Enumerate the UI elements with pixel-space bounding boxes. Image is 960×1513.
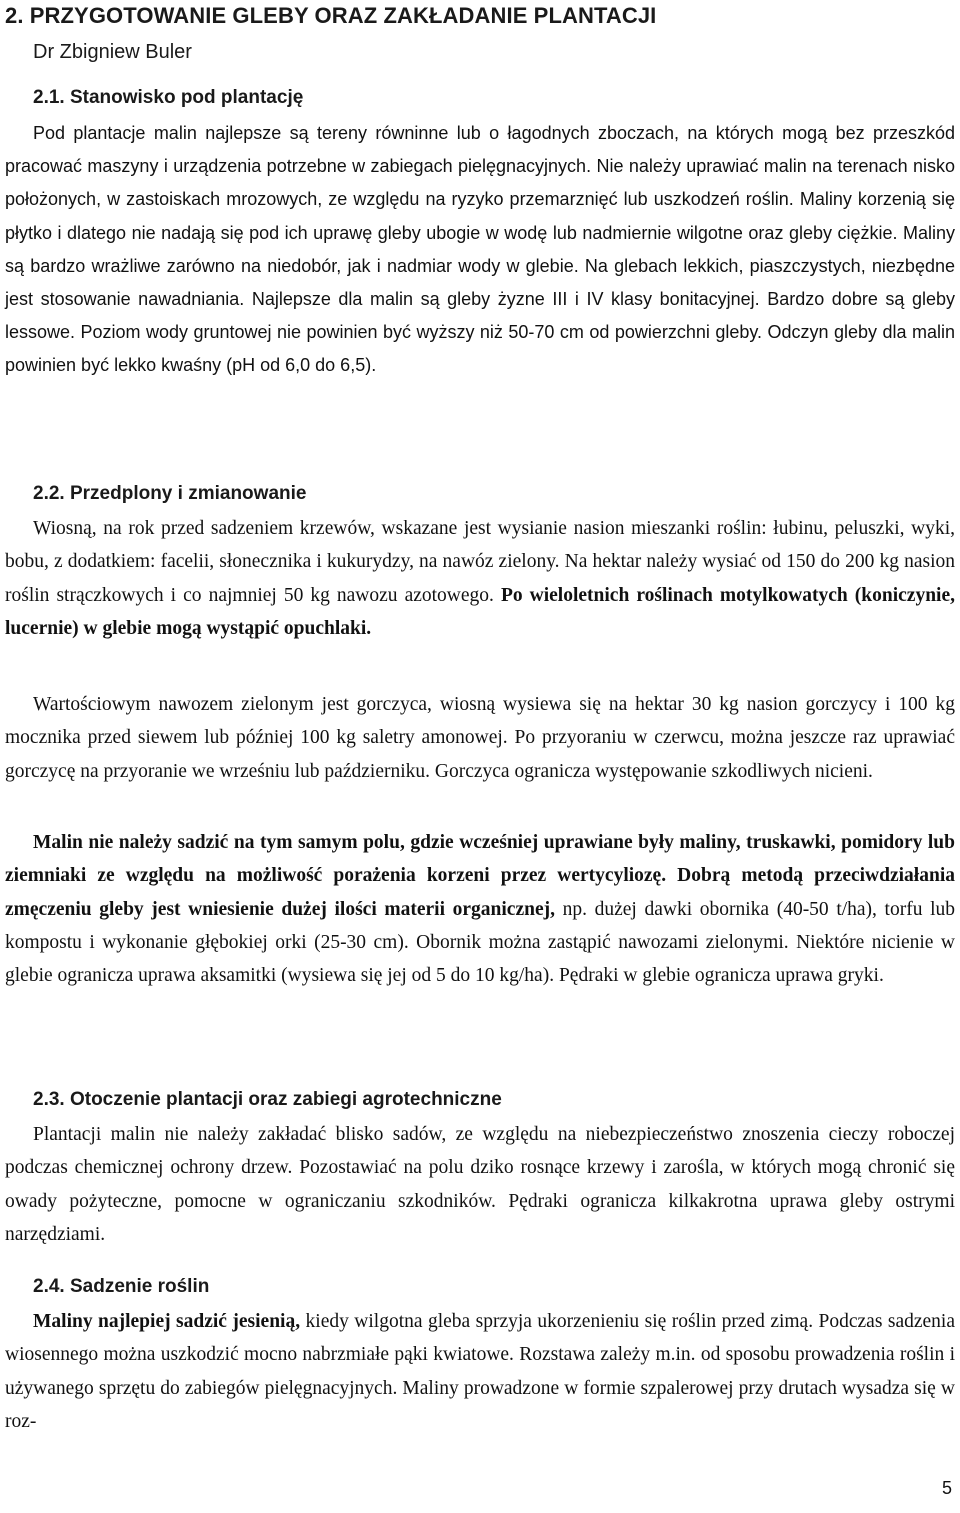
author-line: Dr Zbigniew Buler: [33, 41, 192, 63]
text-run: kiedy wilgotna gleba sprzyja ukorzenieniu się roślin przed zimą. Podczas sadzenia wiosennego można uszkodzić mocno nabrzmiałe pąki kwiatowe. Rozstawa zależy m.in. od sposobu prowadzenia roślin i używanego sprzętu do zabiegów pielęgnacyjnych. Maliny prowadzone w formie szpalerowej przy drutach wysadza się w roz-: [5, 1311, 955, 1432]
text-run: Wartościowym nawozem zielonym jest gorczyca, wiosną wysiewa się na hektar 30 kg nasion gorczycy i 100 kg mocznika przed siewem lub później 100 kg saletry amonowej. Po przyoraniu w czerwcu, można jeszcze raz uprawiać gorczycę na przyoranie we wrześniu lub październiku. Gorczyca ogranicza występowanie szkodliwych nicieni.: [5, 694, 955, 782]
section-title-2-2: 2.2. Przedplony i zmianowanie: [33, 483, 307, 504]
text-run: Pod plantacje malin najlepsze są tereny równinne lub o łagodnych zboczach, na których mogą bez przeszkód pracować maszyny i urządzenia potrzebne w zabiegach pielęgnacyjnych. Nie należy uprawiać malin na terenach nisko położonych, w zastoiskach mrozowych, ze względu na ryzyko przemarznięć lub uszkodzeń roślin. Maliny korzenią się płytko i dlatego nie nadają się pod ich uprawę gleby ubogie w wodę lub nadmiernie wilgotne oraz gleby ciężkie. Maliny są bardzo wrażliwe zarówno na niedobór, jak i nadmiar wody w glebie. Na glebach lekkich, piaszczystych, niezbędne jest stosowanie nawadniania. Najlepsze dla malin są gleby żyzne III i IV klasy bonitacyjnej. Bardzo dobre są gleby lessowe. Poziom wody gruntowej nie powinien być wyższy niż 50-70 cm od powierzchni gleby. Odczyn gleby dla malin powinien być lekko kwaśny (pH od 6,0 do 6,5).: [5, 123, 955, 376]
text-run: Wiosną, na rok przed sadzeniem krzewów, wskazane jest wysianie nasion mieszanki roślin: łubinu, peluszki, wyki, bobu, z dodatkiem: facelii, słonecznika i kukurydzy, na nawóz zielony. Na hektar należy wysiać od 150 do 200 kg nasion roślin strączkowych i co najmniej 50 kg nawozu azotowego.: [5, 518, 955, 606]
section-2-1-paragraph: [5, 117, 955, 383]
chapter-heading: 2. PRZYGOTOWANIE GLEBY ORAZ ZAKŁADANIE PLANTACJI: [5, 3, 657, 28]
bold-text-run: Po wieloletnich roślinach motylkowatych (koniczynie, lucernie) w glebie mogą wystąpić opuchlaki.: [5, 584, 955, 639]
page-number: 5: [941, 1478, 952, 1498]
bold-text-run: Maliny najlepiej sadzić jesienią,: [33, 1311, 301, 1332]
text-run: Plantacji malin nie należy zakładać blisko sadów, ze względu na niebezpieczeństwo znoszenia cieczy roboczej podczas chemicznej ochrony drzew. Pozostawiać na polu dziko rosnące krzewy i zarośla, w których mogą chronić się owady pożyteczne, pomocne w ograniczaniu szkodników. Pędraki ogranicza kilkakrotna uprawa gleby ostrymi narzędziami.: [5, 1124, 955, 1245]
section-2-2-paragraph-2: [5, 688, 955, 788]
section-2-2-paragraph-1: [5, 512, 955, 645]
section-title-2-4: 2.4. Sadzenie roślin: [33, 1276, 210, 1297]
section-title-2-3: 2.3. Otoczenie plantacji oraz zabiegi agrotechniczne: [33, 1089, 502, 1110]
text-run: np. dużej dawki obornika (40-50 t/ha), torfu lub kompostu i wykonanie głębokiej orki (25-30 cm). Obornik można zastąpić nawozami zielonymi. Niektóre nicienie w glebie ogranicza uprawa aksamitki (wysiewa się jej od 5 do 10 kg/ha). Pędraki w glebie ogranicza uprawa gryki.: [5, 898, 956, 987]
bold-text-run: Malin nie należy sadzić na tym samym polu, gdzie wcześniej uprawiane były maliny, truskawki, pomidory lub ziemniaki ze względu na możliwość porażenia korzeni przez wertycyliozę. Dobrą metodą przeciwdziałania zmęczeniu gleby jest wniesienie dużej ilości materii organicznej,: [5, 832, 955, 920]
section-2-2-paragraph-3: [5, 826, 955, 992]
section-2-4-paragraph: [5, 1305, 955, 1438]
section-title-2-1: 2.1. Stanowisko pod plantację: [33, 87, 304, 108]
section-2-3-paragraph: [5, 1118, 955, 1251]
